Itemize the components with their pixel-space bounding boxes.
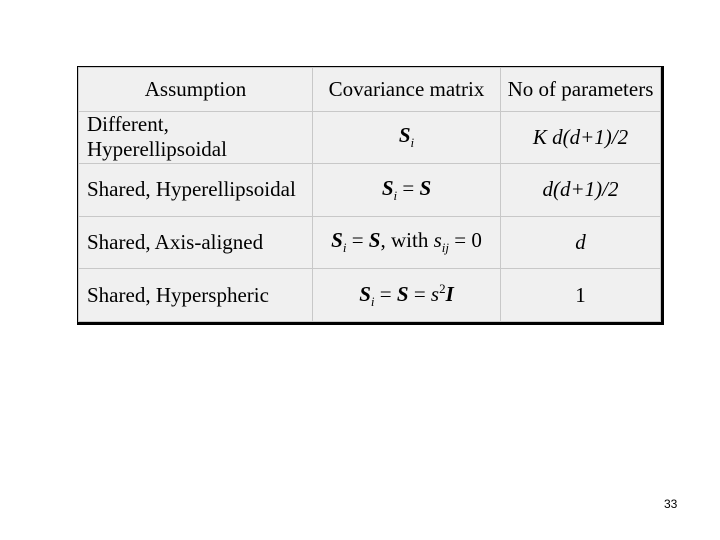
page-number: 33 — [664, 497, 678, 511]
parameters-cell: 1 — [501, 269, 661, 322]
covariance-table-grid — [78, 67, 661, 322]
table-header-row — [79, 68, 661, 112]
table-row — [79, 111, 661, 164]
assumption-cell: Shared, Hyperspheric — [79, 269, 313, 322]
parameters-cell: d(d+1)/2 — [501, 164, 661, 217]
covariance-cell: $S_i = S$ — [313, 164, 501, 217]
header-parameters: No of parameters — [501, 68, 661, 112]
table-row — [79, 216, 661, 269]
parameters-cell: K d(d+1)/2 — [501, 111, 661, 164]
header-covariance: Covariance matrix — [313, 68, 501, 112]
parameters-cell: d — [501, 216, 661, 269]
covariance-cell: $S_i$ — [313, 111, 501, 164]
covariance-cell: $S_i = S$, with $s_{ij} = 0$ — [313, 216, 501, 269]
table-row — [79, 269, 661, 322]
assumption-cell: Shared, Axis-aligned — [79, 216, 313, 269]
table-row — [79, 164, 661, 217]
covariance-cell: $S_i = S = s^2I$ — [313, 269, 501, 322]
covariance-table — [77, 66, 664, 325]
assumption-cell: Shared, Hyperellipsoidal — [79, 164, 313, 217]
assumption-cell: Different, Hyperellipsoidal — [79, 111, 313, 164]
header-assumption: Assumption — [79, 68, 313, 112]
